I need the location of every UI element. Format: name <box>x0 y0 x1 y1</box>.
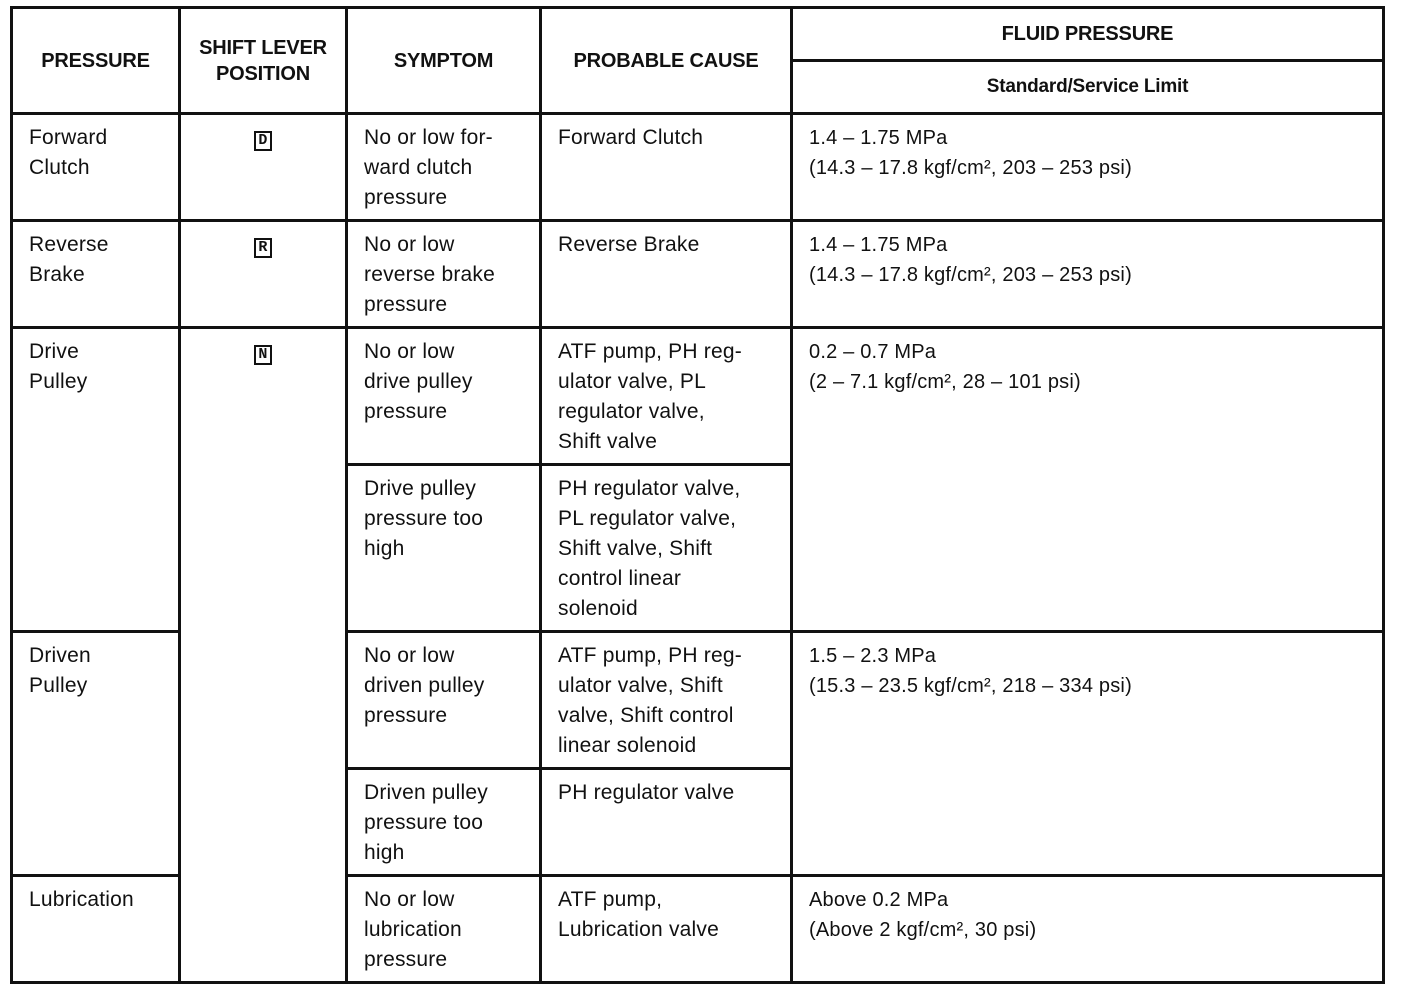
cell-symptom <box>347 221 541 328</box>
cell-cause <box>541 632 792 769</box>
text-line: (2 – 7.1 kgf/cm², 28 – 101 psi) <box>809 371 1081 393</box>
cell-pressure <box>12 221 180 328</box>
header-shift-lever-position <box>180 8 347 114</box>
text-line: 1.4 – 1.75 MPa <box>809 234 948 256</box>
cell-fluid-pressure <box>792 114 1384 221</box>
text-line: ATF pump, <box>558 888 663 911</box>
header-probable-cause: PROBABLE CAUSE <box>541 8 792 114</box>
text-line: ATF pump, PH reg- <box>558 340 742 363</box>
cell-cause <box>541 876 792 983</box>
text-line: (Above 2 kgf/cm², 30 psi) <box>809 919 1037 941</box>
text-line: ward clutch <box>364 156 473 179</box>
text-line: Lubrication <box>29 888 134 911</box>
text-line: Driven <box>29 644 91 667</box>
cell-position <box>180 114 347 221</box>
table-row-forward-clutch <box>12 114 1384 221</box>
text-line: Drive <box>29 340 80 363</box>
cell-fluid-pressure <box>792 221 1384 328</box>
text-line: Shift valve <box>558 430 658 453</box>
header-row <box>12 8 1384 61</box>
text-line: No or low for- <box>364 126 493 149</box>
cell-pressure <box>12 632 180 876</box>
text-line: control linear <box>558 567 682 590</box>
cell-cause <box>541 465 792 632</box>
text-line: 1.5 – 2.3 MPa <box>809 645 937 667</box>
header-pressure: PRESSURE <box>12 8 180 114</box>
cell-cause <box>541 221 792 328</box>
text-line: (14.3 – 17.8 kgf/cm², 203 – 253 psi) <box>809 264 1132 286</box>
text-line: PH regulator valve <box>558 781 735 804</box>
text-line: (15.3 – 23.5 kgf/cm², 218 – 334 psi) <box>809 675 1132 697</box>
position-r-badge: R <box>254 238 271 258</box>
text-line: Clutch <box>29 156 90 179</box>
cell-fluid-pressure <box>792 632 1384 876</box>
text-line: linear solenoid <box>558 734 697 757</box>
cell-cause <box>541 114 792 221</box>
text-line: pressure <box>364 400 448 423</box>
text-line: pressure too <box>364 811 484 834</box>
text-line: reverse brake <box>364 263 495 286</box>
header-fluid-pressure: FLUID PRESSURE <box>792 8 1384 61</box>
cell-symptom <box>347 632 541 769</box>
table-row-drive-pulley-low <box>12 328 1384 465</box>
cell-fluid-pressure <box>792 328 1384 632</box>
text-line: No or low <box>364 888 455 911</box>
text-line: 1.4 – 1.75 MPa <box>809 127 948 149</box>
text-line: PH regulator valve, <box>558 477 741 500</box>
text-line: Forward Clutch <box>558 126 704 149</box>
cell-pressure <box>12 114 180 221</box>
text-line: 0.2 – 0.7 MPa <box>809 341 937 363</box>
header-shift-lever-line-1: SHIFT LEVER <box>199 36 327 59</box>
text-line: driven pulley <box>364 674 485 697</box>
text-line: Shift valve, Shift <box>558 537 713 560</box>
text-line: Driven pulley <box>364 781 488 804</box>
cell-pressure <box>12 876 180 983</box>
text-line: Drive pulley <box>364 477 477 500</box>
fluid-pressure-table <box>10 6 1385 984</box>
text-line: pressure too <box>364 507 484 530</box>
text-line: No or low <box>364 233 455 256</box>
text-line: ATF pump, PH reg- <box>558 644 742 667</box>
header-standard-service-limit: Standard/Service Limit <box>792 61 1384 114</box>
cell-position <box>180 221 347 328</box>
text-line: Forward <box>29 126 108 149</box>
text-line: high <box>364 841 405 864</box>
text-line: pressure <box>364 293 448 316</box>
text-line: pressure <box>364 704 448 727</box>
header-shift-lever-line-2: POSITION <box>216 62 310 85</box>
header-symptom: SYMPTOM <box>347 8 541 114</box>
text-line: drive pulley <box>364 370 473 393</box>
text-line: solenoid <box>558 597 638 620</box>
text-line: Reverse Brake <box>558 233 700 256</box>
text-line: Brake <box>29 263 85 286</box>
text-line: lubrication <box>364 918 462 941</box>
text-line: Pulley <box>29 370 88 393</box>
cell-position <box>180 328 347 983</box>
cell-symptom <box>347 876 541 983</box>
text-line: Above 0.2 MPa <box>809 889 949 911</box>
cell-symptom <box>347 328 541 465</box>
cell-pressure <box>12 328 180 632</box>
text-line: pressure <box>364 186 448 209</box>
text-line: regulator valve, <box>558 400 705 423</box>
text-line: ulator valve, Shift <box>558 674 723 697</box>
text-line: (14.3 – 17.8 kgf/cm², 203 – 253 psi) <box>809 157 1132 179</box>
cell-symptom <box>347 769 541 876</box>
text-line: No or low <box>364 644 455 667</box>
position-n-badge: N <box>254 345 271 365</box>
cell-symptom <box>347 114 541 221</box>
table-row-reverse-brake <box>12 221 1384 328</box>
cell-symptom <box>347 465 541 632</box>
text-line: ulator valve, PL <box>558 370 706 393</box>
position-d-badge: D <box>254 131 271 151</box>
text-line: valve, Shift control <box>558 704 734 727</box>
text-line: pressure <box>364 948 448 971</box>
text-line: high <box>364 537 405 560</box>
text-line: No or low <box>364 340 455 363</box>
text-line: PL regulator valve, <box>558 507 737 530</box>
cell-cause <box>541 328 792 465</box>
text-line: Reverse <box>29 233 109 256</box>
text-line: Lubrication valve <box>558 918 719 941</box>
cell-cause <box>541 769 792 876</box>
cell-fluid-pressure <box>792 876 1384 983</box>
text-line: Pulley <box>29 674 88 697</box>
